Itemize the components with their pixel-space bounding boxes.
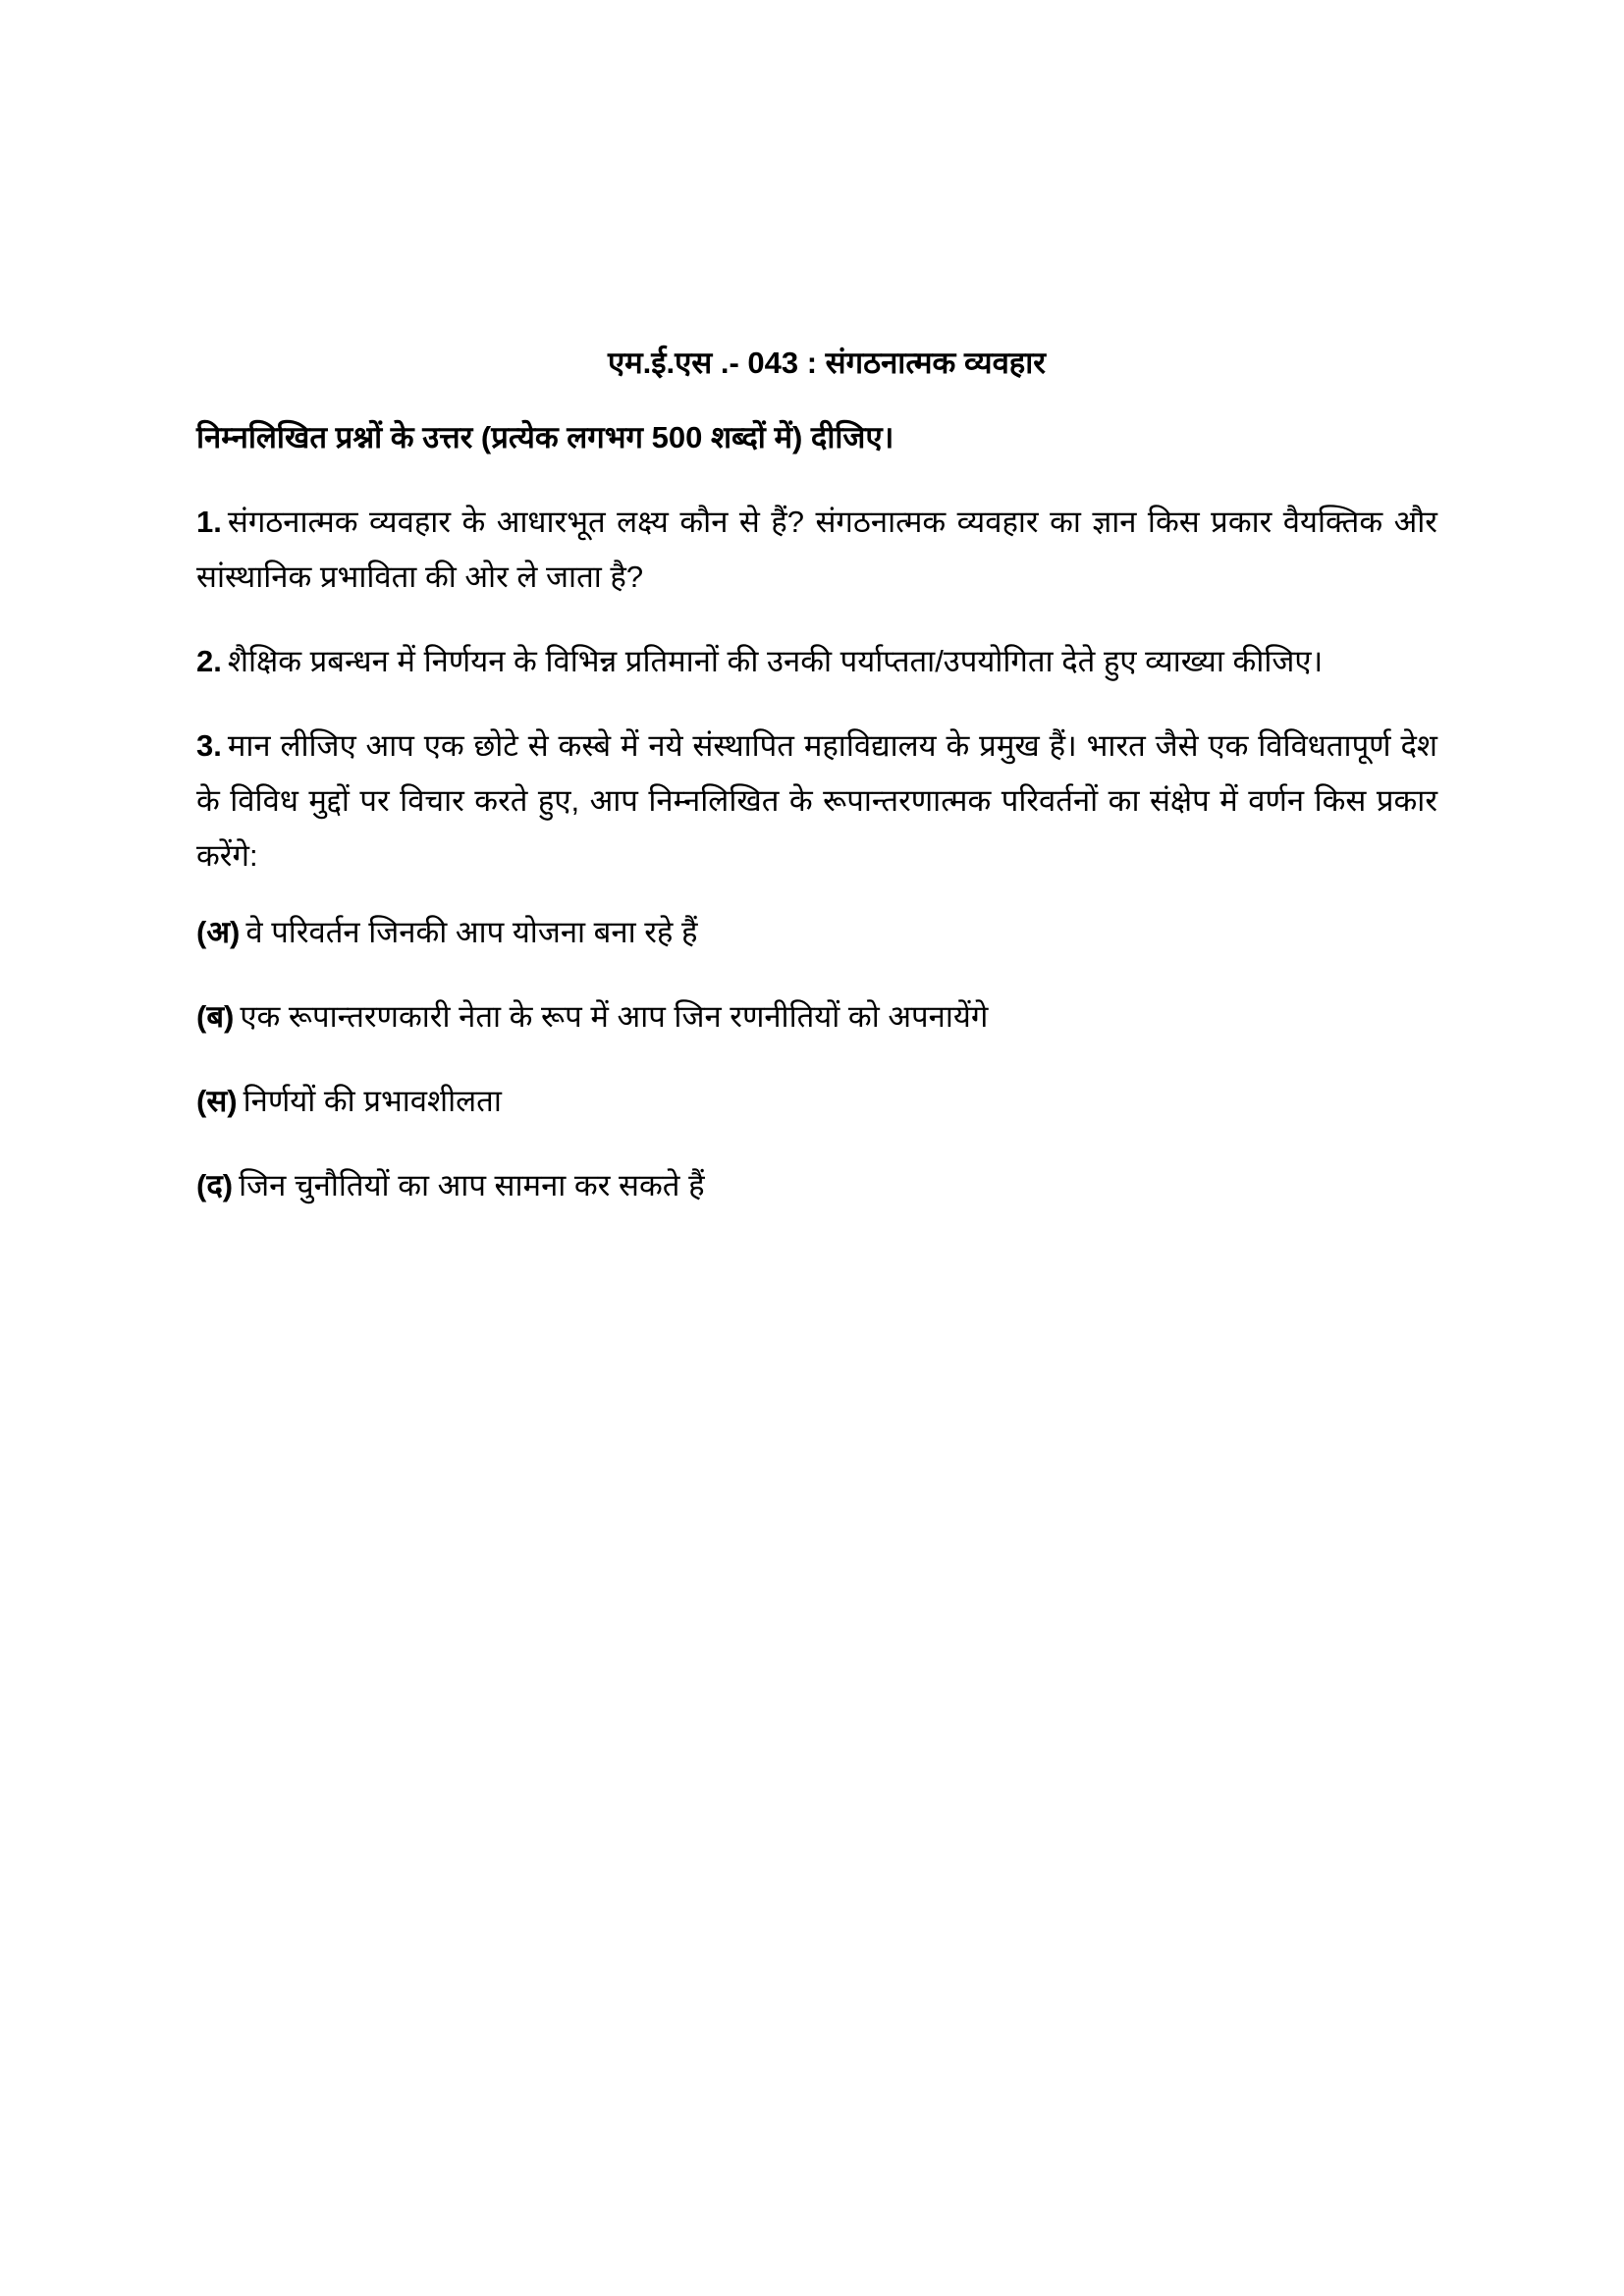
question-text: शैक्षिक प्रबन्धन में निर्णयन के विभिन्न प्रतिमानों की उनकी पर्याप्तता/उपयोगिता देते हुए व्याख्या कीजिए।	[227, 644, 1324, 678]
subpart-text: वे परिवर्तन जिनकी आप योजना बना रहे हैं	[245, 915, 698, 949]
subpart-label: (अ)	[196, 915, 241, 949]
instruction-text: निम्नलिखित प्रश्नों के उत्तर (प्रत्येक लगभग 500 शब्दों में) दीजिए।	[196, 420, 894, 454]
subpart-text: निर्णयों की प्रभावशीलता	[243, 1084, 502, 1118]
subpart-d	[196, 1166, 1437, 1205]
question-number: 2.	[196, 644, 222, 678]
question-text: मान लीजिए आप एक छोटे से कस्बे में नये संस्थापित महाविद्यालय के प्रमुख हैं। भारत जैसे एक विविधतापूर्ण देश के विविध मुद्दों पर विचार करते हुए, आप निम्नलिखित के रूपान्तरणात्मक परिवर्तनों का संक्षेप में वर्णन किस प्रकार करेंगे:	[196, 728, 1437, 873]
subpart-label: (स)	[196, 1084, 238, 1118]
subpart-label: (द)	[196, 1168, 234, 1202]
question-number: 1.	[196, 505, 222, 539]
subpart-c	[196, 1082, 1437, 1121]
question-number: 3.	[196, 728, 222, 763]
document-title: एम.ई.एस .- 043 : संगठनात्मक व्यवहार	[608, 346, 1046, 380]
subpart-text: एक रूपान्तरणकारी नेता के रूप में आप जिन रणनीतियों को अपनायेंगे	[240, 999, 989, 1034]
subpart-label: (ब)	[196, 999, 235, 1034]
question-text: संगठनात्मक व्यवहार के आधारभूत लक्ष्य कौन से हैं? संगठनात्मक व्यवहार का ज्ञान किस प्रकार वैयक्तिक और सांस्थानिक प्रभाविता की ओर ले जाता है?	[196, 505, 1437, 594]
subpart-a	[196, 913, 1437, 952]
question-3	[196, 719, 1437, 883]
question-1	[196, 495, 1437, 605]
question-2	[196, 634, 1437, 689]
subpart-text: जिन चुनौतियों का आप सामना कर सकते हैं	[239, 1168, 705, 1202]
subpart-b	[196, 997, 1437, 1037]
